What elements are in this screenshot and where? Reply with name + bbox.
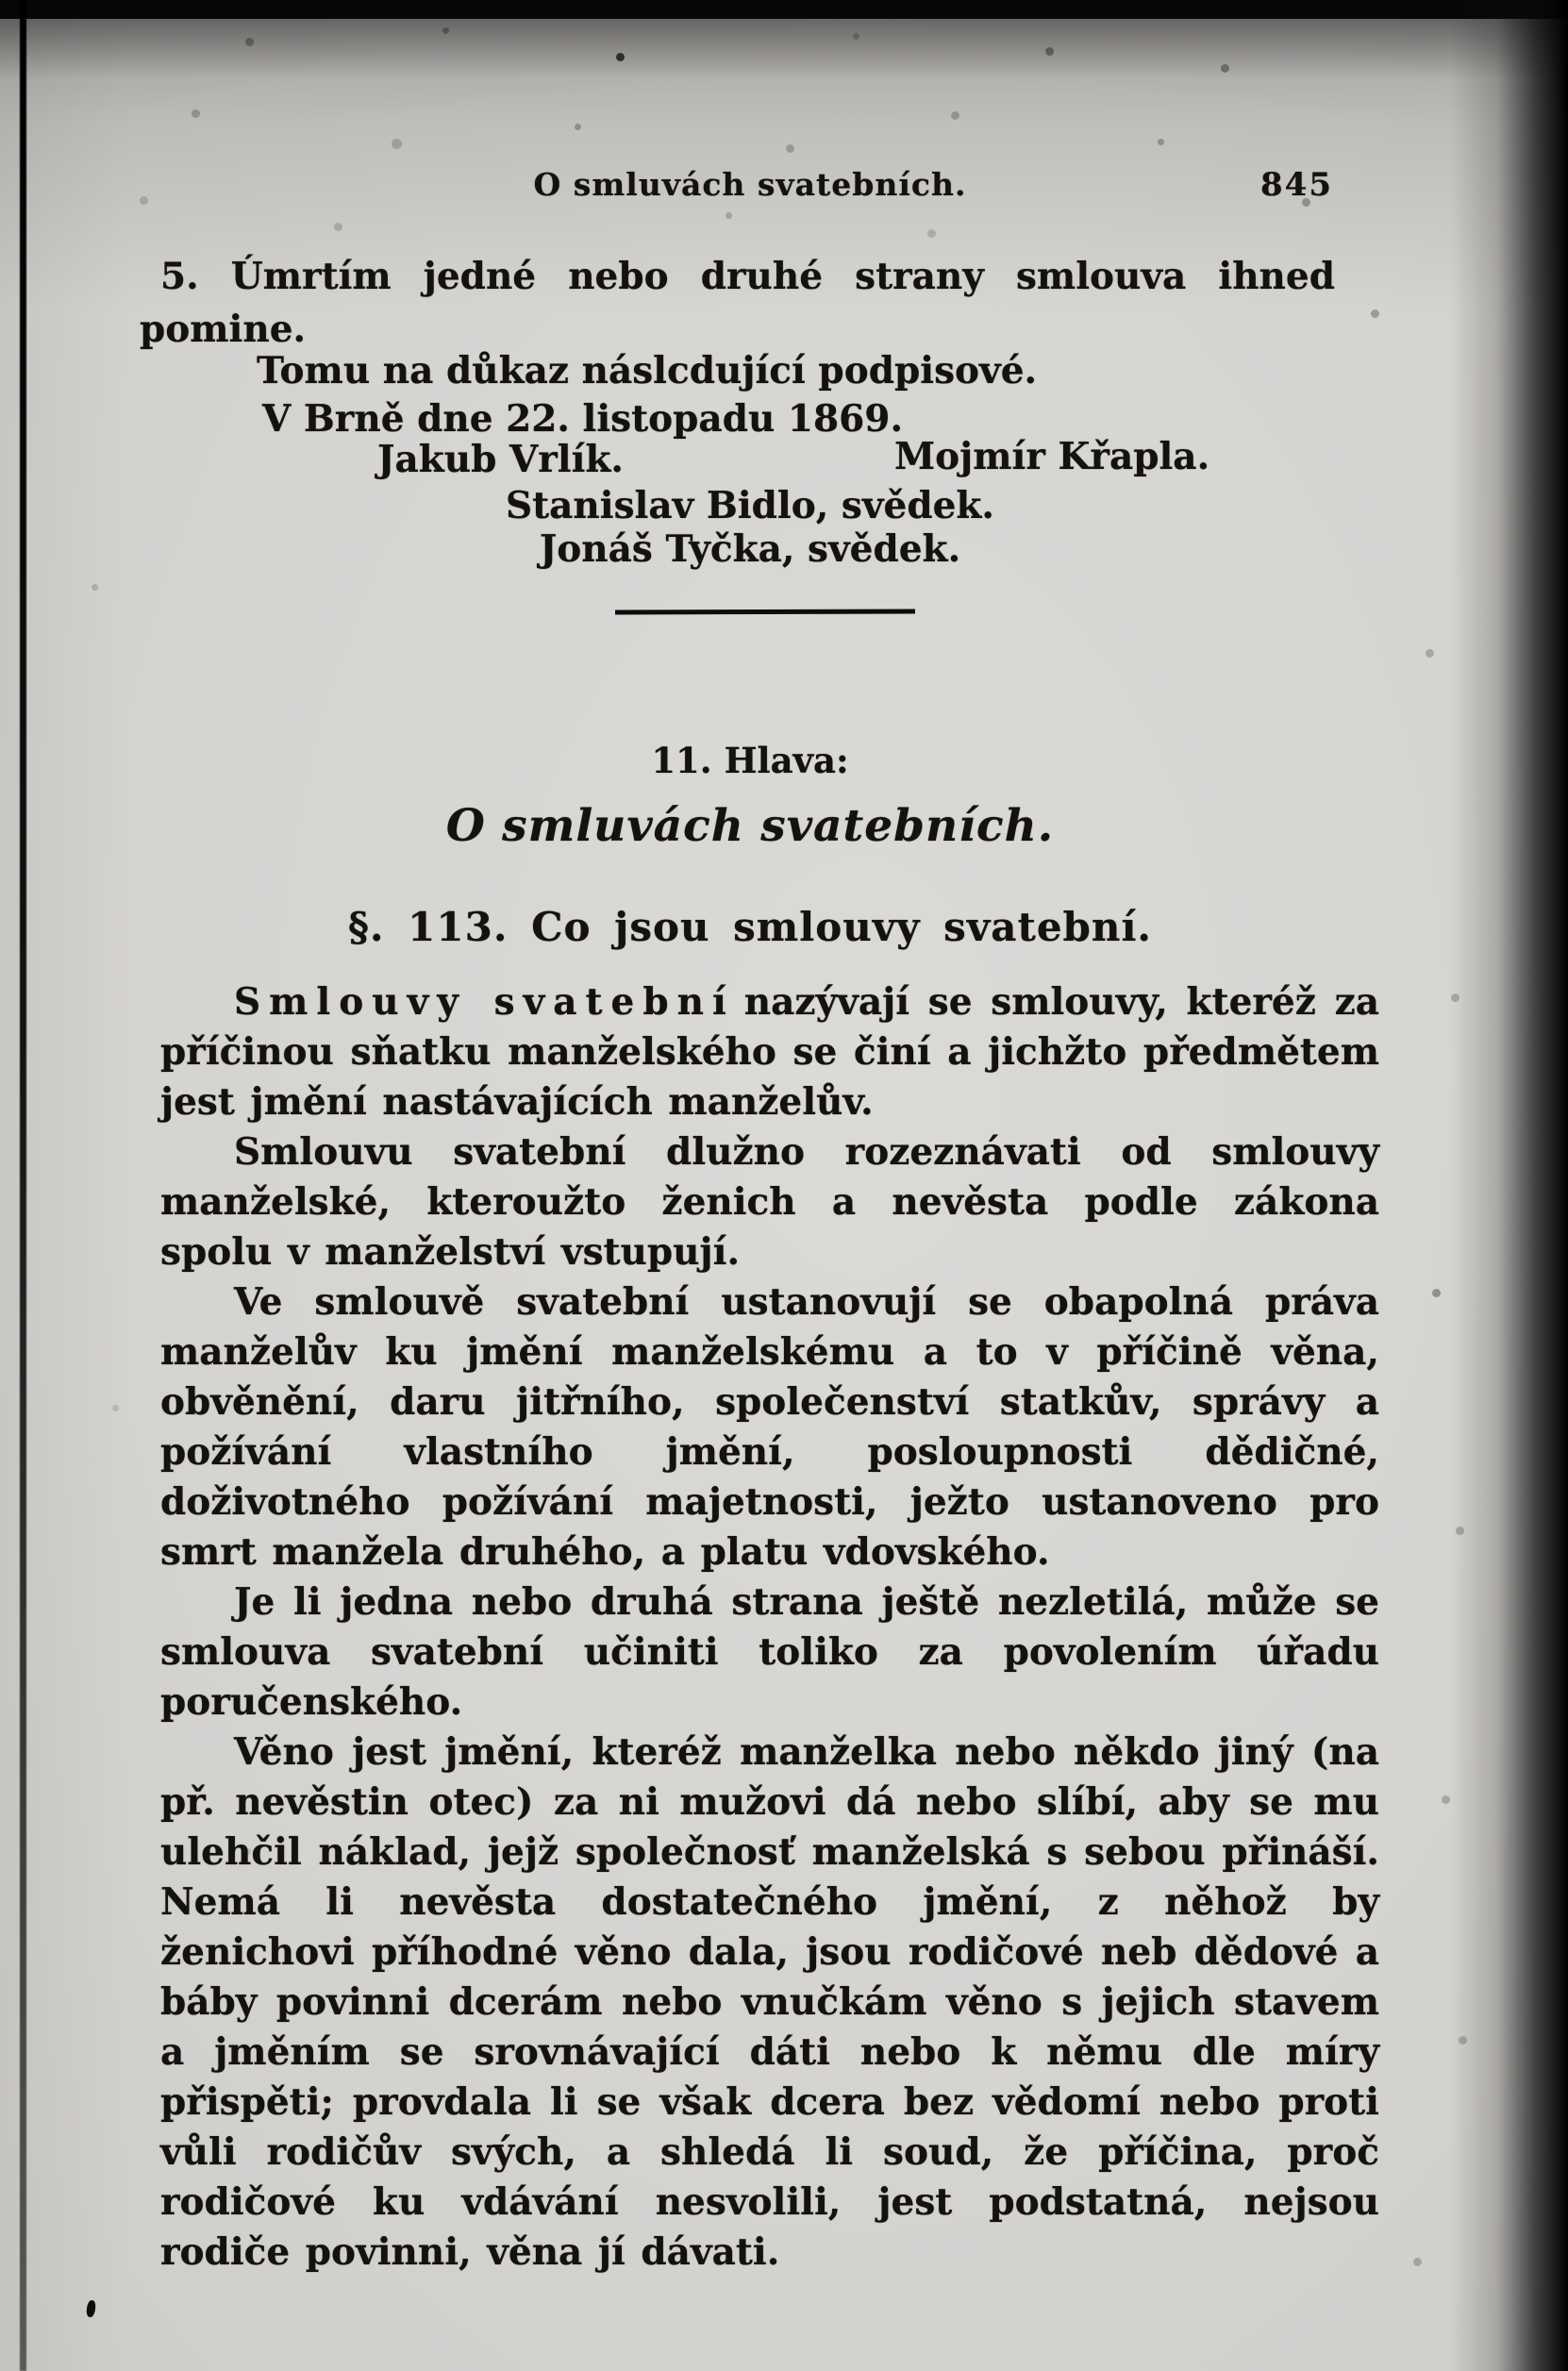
scan-top-edge	[0, 0, 1568, 19]
scan-top-shadow	[0, 19, 1568, 79]
signature-left: Jakub Vrlík.	[377, 438, 624, 481]
clause-5-line-1: 5. Úmrtím jedné nebo druhé strany smlouva ihned	[160, 255, 1335, 298]
paragraph-text: nazývají se smlouvy, kteréž za příčinou sňatku manželského se činí a jichžto předmětem jest jmění nastávajících manželův.	[160, 980, 1380, 1124]
paragraph-distinction: Smlouvu svatební dlužno rozeznávati od smlouvy manželské, kteroužto ženich a nevěsta podle zákona spolu v manželství vstupují.	[160, 1130, 1379, 1274]
attestation-line: Tomu na důkaz náslcdující podpisové.	[257, 349, 1038, 392]
paragraph-definition	[160, 977, 1379, 1127]
scan-binding-shadow	[1450, 0, 1568, 2371]
signature-right: Mojmír Křapla.	[894, 435, 1210, 478]
scan-ink-mark	[86, 2299, 96, 2317]
section-divider-rule	[615, 609, 915, 614]
paragraph-minors: Je li jedna nebo druhá strana ještě nezletilá, může se smlouva svatební učiniti toliko za povolením úřadu poručenského.	[160, 1580, 1379, 1724]
body-text	[160, 977, 1379, 2278]
dateline: V Brně dne 22. listopadu 1869.	[262, 397, 904, 441]
page-number: 845	[1260, 166, 1333, 204]
scan-left-edge-line	[20, 0, 26, 2371]
paragraph-contents: Ve smlouvě svatební ustanovují se obapolná práva manželův ku jmění manželskému a to v příčině věna, obvěnění, daru jitřního, společenství statkův, správy a požívání vlastního jmění, posloupnosti dědičné, doživotného požívání majetnosti, ježto ustanoveno pro smrt manžela druhého, a platu vdovského.	[160, 1280, 1379, 1574]
witness-signature-2: Jonáš Tyčka, svědek.	[539, 527, 961, 571]
scan-noise-specks	[0, 0, 5, 5]
clause-5-line-2: pomine.	[140, 308, 307, 351]
spaced-emphasis: Smlouvy svatební	[234, 980, 735, 1024]
paragraph-dowry: Věno jest jmění, kteréž manželka nebo někdo jiný (na př. nevěstin otec) za ni mužovi dá nebo slíbí, aby se mu ulehčil náklad, jejž společnosť manželská s sebou přináší. Nemá li nevěsta dostatečného jmění, z něhož by ženichovi příhodné věno dala, jsou rodičové neb dědové a báby povinni dcerám nebo vnučkám věno s jejich stavem a jměním se srovnávající dáti nebo k němu dle míry přispěti; provdala li se však dcera bez vědomí nebo proti vůli rodičův svých, a shledá li soud, že příčina, proč rodičové ku vdávání nesvolili, jest podstatná, nejsou rodiče povinni, věna jí dávati.	[160, 1730, 1379, 2274]
running-head: O smluvách svatebních.	[533, 166, 967, 203]
chapter-number-heading: 11. Hlava:	[651, 740, 849, 781]
chapter-title: O smluvách svatebních.	[445, 800, 1055, 852]
section-heading: §. 113. Co jsou smlouvy svatební.	[347, 904, 1153, 950]
witness-signature-1: Stanislav Bidlo, svědek.	[505, 484, 995, 527]
